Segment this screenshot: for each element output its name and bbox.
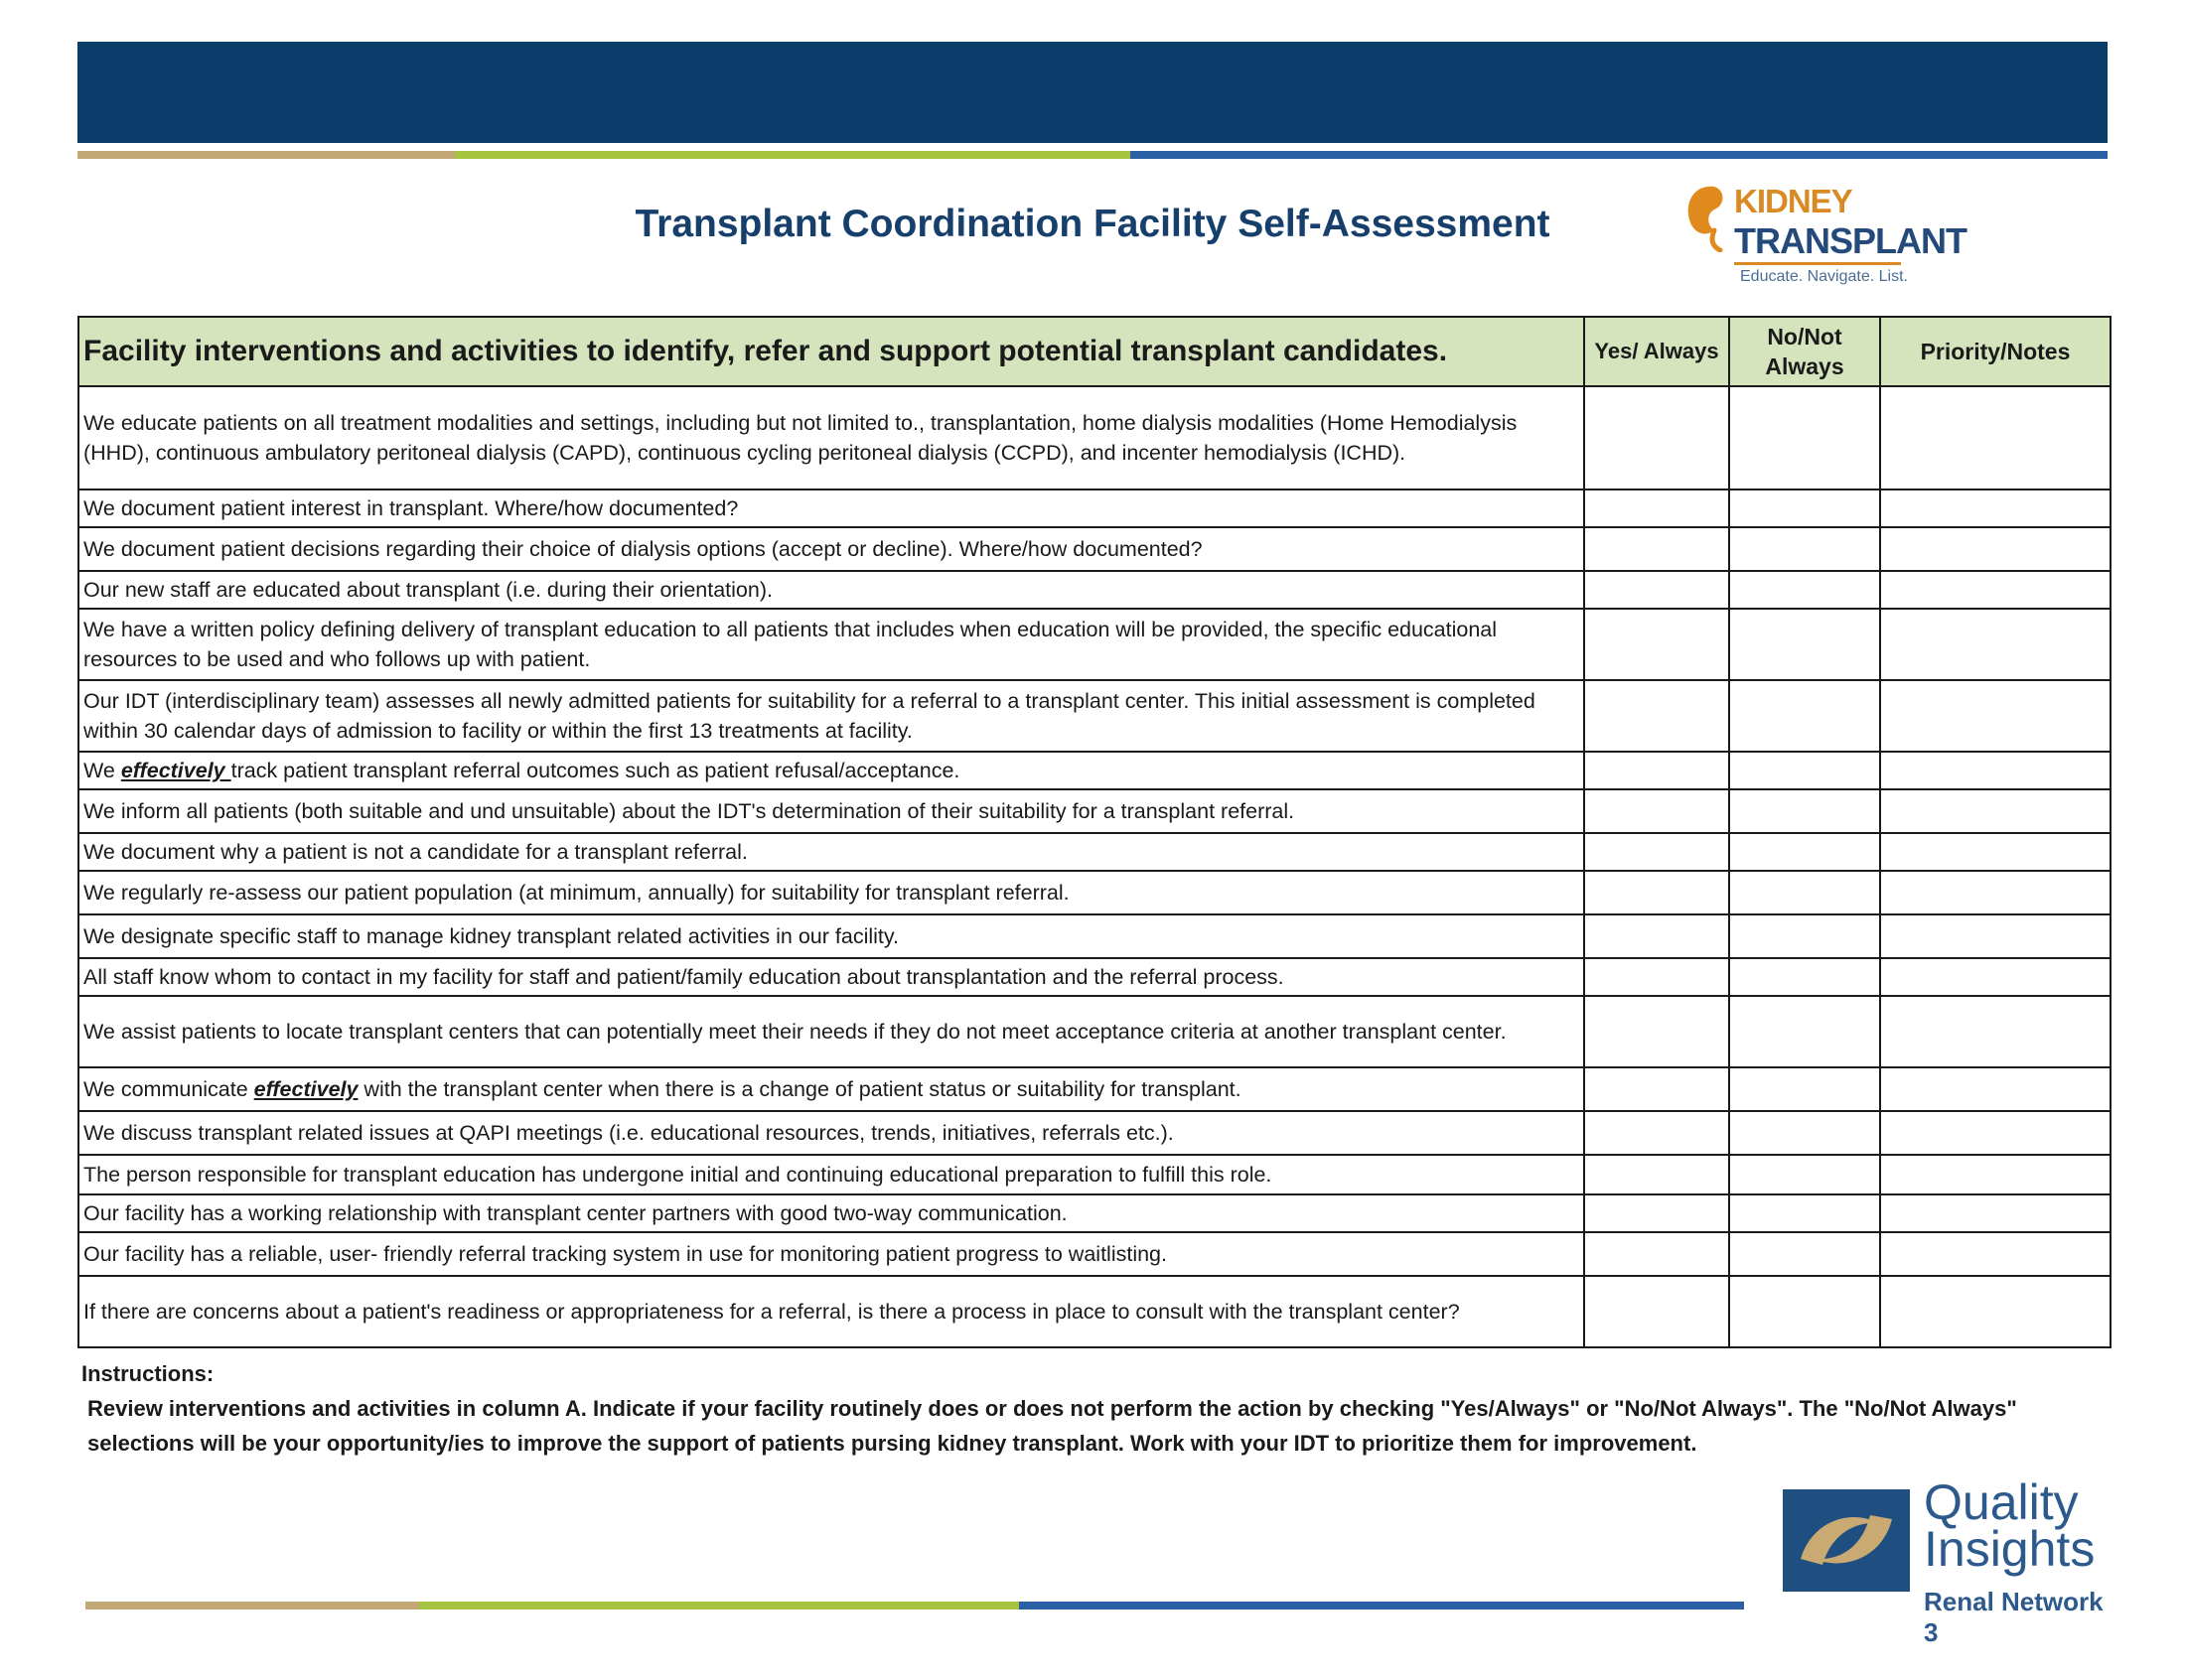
no-not-always-cell[interactable]	[1729, 996, 1880, 1067]
priority-notes-cell[interactable]	[1880, 1155, 2111, 1194]
yes-always-cell[interactable]	[1584, 914, 1729, 958]
top-banner	[77, 42, 2108, 143]
yes-always-cell[interactable]	[1584, 386, 1729, 490]
kidney-transplant-logo	[1684, 183, 1966, 292]
row-text-main: We educate patients on all treatment modalities and settings, including but not limited to., transplantation, home dialysis modalities (Home Hemodialysis (HHD), continuous ambulatory peritoneal dialysis (CAPD), continuous cycling peritoneal dialysis (CCPD), and incenter hemodialysis (ICHD).	[83, 411, 1518, 465]
yes-always-cell[interactable]	[1584, 871, 1729, 914]
yes-always-cell[interactable]	[1584, 996, 1729, 1067]
instructions	[81, 1356, 2108, 1461]
priority-notes-cell[interactable]	[1880, 789, 2111, 833]
priority-notes-cell[interactable]	[1880, 752, 2111, 789]
row-text	[78, 527, 1584, 571]
priority-notes-cell[interactable]	[1880, 680, 2111, 752]
table-row	[78, 958, 2111, 996]
table-row	[78, 386, 2111, 490]
priority-notes-cell[interactable]	[1880, 609, 2111, 680]
row-text-main: If there are concerns about a patient's readiness or appropriateness for a referral, is there a process in place to consult with the transplant center?	[83, 1300, 1460, 1324]
priority-notes-cell[interactable]	[1880, 1232, 2111, 1276]
quality-insights-wordmark	[1924, 1474, 2096, 1577]
header-no-line2: Always	[1765, 353, 1844, 379]
no-not-always-cell[interactable]	[1729, 527, 1880, 571]
no-not-always-cell[interactable]	[1729, 490, 1880, 527]
table-row	[78, 752, 2111, 789]
logo-word-transplant: TRANSPLANT	[1734, 220, 1966, 261]
priority-notes-cell[interactable]	[1880, 527, 2111, 571]
table-row	[78, 1194, 2111, 1232]
row-text-main: Our facility has a working relationship with transplant center partners with good two-way communication.	[83, 1201, 1068, 1225]
row-text-main: We communicate	[83, 1077, 254, 1101]
yes-always-cell[interactable]	[1584, 1067, 1729, 1111]
footer-stripe-blue	[1019, 1602, 1744, 1610]
table-row	[78, 1111, 2111, 1155]
logo-word-kidney: KIDNEY	[1734, 183, 1852, 219]
row-text	[78, 680, 1584, 752]
row-text-emphasis: effectively	[253, 1077, 359, 1101]
no-not-always-cell[interactable]	[1729, 1111, 1880, 1155]
row-text-main: Our new staff are educated about transplant (i.e. during their orientation).	[83, 578, 773, 602]
table-header-row	[78, 317, 2111, 386]
row-text-emphasis: effectively	[120, 759, 231, 782]
instructions-body: Review interventions and activities in column A. Indicate if your facility routinely does or does not perform the action by checking "Yes/Always" or "No/Not Always". The "No/Not Always" selections will be your opportunity/ies to improve the support of patients pursing kidney transplant. Work with your IDT to prioritize them for improvement.	[87, 1396, 2017, 1456]
table-row	[78, 1155, 2111, 1194]
no-not-always-cell[interactable]	[1729, 752, 1880, 789]
yes-always-cell[interactable]	[1584, 1155, 1729, 1194]
table-row	[78, 996, 2111, 1067]
table-row	[78, 609, 2111, 680]
row-text	[78, 386, 1584, 490]
row-text-rest: with the transplant center when there is a change of patient status or suitability for transplant.	[358, 1077, 1241, 1101]
yes-always-cell[interactable]	[1584, 958, 1729, 996]
row-text-main: We document patient decisions regarding their choice of dialysis options (accept or decline). Where/how documented?	[83, 537, 1203, 561]
row-text-main: We have a written policy defining delivery of transplant education to all patients that includes when education will be provided, the specific educational resources to be used and who follows up with patient.	[83, 618, 1498, 671]
yes-always-cell[interactable]	[1584, 752, 1729, 789]
priority-notes-cell[interactable]	[1880, 996, 2111, 1067]
row-text	[78, 1232, 1584, 1276]
row-text-main: All staff know whom to contact in my facility for staff and patient/family education about transplantation and the referral process.	[83, 965, 1284, 989]
row-text-main: We assist patients to locate transplant centers that can potentially meet their needs if they do not meet acceptance criteria at another transplant center.	[83, 1020, 1507, 1044]
row-text-main: Our facility has a reliable, user- friendly referral tracking system in use for monitoring patient progress to waitlisting.	[83, 1242, 1167, 1266]
priority-notes-cell[interactable]	[1880, 1111, 2111, 1155]
qi-line1: Quality	[1924, 1474, 2079, 1530]
logo-underline	[1734, 262, 1901, 265]
row-text	[78, 490, 1584, 527]
yes-always-cell[interactable]	[1584, 527, 1729, 571]
yes-always-cell[interactable]	[1584, 1194, 1729, 1232]
accent-stripe-tan	[77, 151, 455, 159]
row-text	[78, 752, 1584, 789]
row-text	[78, 871, 1584, 914]
yes-always-cell[interactable]	[1584, 1111, 1729, 1155]
row-text-main: We document patient interest in transplant. Where/how documented?	[83, 496, 739, 520]
header-interventions: Facility interventions and activities to identify, refer and support potential transplant candidates.	[78, 317, 1584, 386]
no-not-always-cell[interactable]	[1729, 914, 1880, 958]
no-not-always-cell[interactable]	[1729, 609, 1880, 680]
quality-insights-emblem	[1783, 1489, 1910, 1592]
row-text-main: We discuss transplant related issues at QAPI meetings (i.e. educational resources, trends, initiatives, referrals etc.).	[83, 1121, 1174, 1145]
no-not-always-cell[interactable]	[1729, 1155, 1880, 1194]
row-text	[78, 1111, 1584, 1155]
priority-notes-cell[interactable]	[1880, 1067, 2111, 1111]
table-row	[78, 527, 2111, 571]
header-no-not-always	[1729, 317, 1880, 386]
header-priority-notes: Priority/Notes	[1880, 317, 2111, 386]
no-not-always-cell[interactable]	[1729, 1232, 1880, 1276]
table-row	[78, 490, 2111, 527]
priority-notes-cell[interactable]	[1880, 833, 2111, 871]
assessment-table	[77, 316, 2112, 1348]
row-text	[78, 914, 1584, 958]
priority-notes-cell[interactable]	[1880, 571, 2111, 609]
row-text	[78, 958, 1584, 996]
kidney-icon	[1684, 183, 1730, 252]
yes-always-cell[interactable]	[1584, 571, 1729, 609]
footer-stripe-green	[419, 1602, 1019, 1610]
logo-tagline: Educate. Navigate. List.	[1740, 268, 1908, 285]
row-text-main: We inform all patients (both suitable and und unsuitable) about the IDT's determination of their suitability for a transplant referral.	[83, 799, 1295, 823]
row-text	[78, 609, 1584, 680]
row-text-main: We designate specific staff to manage kidney transplant related activities in our facility.	[83, 924, 900, 948]
no-not-always-cell[interactable]	[1729, 386, 1880, 490]
row-text-main: Our IDT (interdisciplinary team) assesses all newly admitted patients for suitability for a referral to a transplant center. This initial assessment is completed within 30 calendar days of admission to facility or within the first 13 treatments at facility.	[83, 689, 1535, 743]
row-text	[78, 1194, 1584, 1232]
yes-always-cell[interactable]	[1584, 609, 1729, 680]
table-row	[78, 1276, 2111, 1347]
no-not-always-cell[interactable]	[1729, 571, 1880, 609]
row-text	[78, 1155, 1584, 1194]
row-text-rest: track patient transplant referral outcomes such as patient refusal/acceptance.	[230, 759, 960, 782]
priority-notes-cell[interactable]	[1880, 1276, 2111, 1347]
header-no-line1: No/Not	[1767, 324, 1842, 350]
row-text	[78, 996, 1584, 1067]
table-row	[78, 789, 2111, 833]
no-not-always-cell[interactable]	[1729, 958, 1880, 996]
no-not-always-cell[interactable]	[1729, 1067, 1880, 1111]
table-row	[78, 1232, 2111, 1276]
row-text	[78, 571, 1584, 609]
priority-notes-cell[interactable]	[1880, 871, 2111, 914]
priority-notes-cell[interactable]	[1880, 1194, 2111, 1232]
instructions-heading: Instructions:	[81, 1361, 215, 1386]
row-text-main: We	[83, 759, 121, 782]
table-row	[78, 833, 2111, 871]
quality-insights-logo	[1783, 1474, 2120, 1647]
row-text	[78, 1276, 1584, 1347]
no-not-always-cell[interactable]	[1729, 789, 1880, 833]
no-not-always-cell[interactable]	[1729, 680, 1880, 752]
yes-always-cell[interactable]	[1584, 833, 1729, 871]
row-text-main: We regularly re-assess our patient population (at minimum, annually) for suitability for transplant referral.	[83, 881, 1070, 905]
yes-always-cell[interactable]	[1584, 1276, 1729, 1347]
yes-always-cell[interactable]	[1584, 789, 1729, 833]
accent-stripe-green	[455, 151, 1130, 159]
yes-always-cell[interactable]	[1584, 490, 1729, 527]
no-not-always-cell[interactable]	[1729, 833, 1880, 871]
row-text-main: We document why a patient is not a candidate for a transplant referral.	[83, 840, 748, 864]
table-row	[78, 571, 2111, 609]
row-text-main: The person responsible for transplant education has undergone initial and continuing educational preparation to fulfill this role.	[83, 1163, 1272, 1187]
table-row	[78, 871, 2111, 914]
no-not-always-cell[interactable]	[1729, 1194, 1880, 1232]
priority-notes-cell[interactable]	[1880, 386, 2111, 490]
no-not-always-cell[interactable]	[1729, 871, 1880, 914]
row-text	[78, 789, 1584, 833]
row-text	[78, 833, 1584, 871]
priority-notes-cell[interactable]	[1880, 958, 2111, 996]
priority-notes-cell[interactable]	[1880, 490, 2111, 527]
qi-line2: Insights	[1924, 1521, 2096, 1577]
priority-notes-cell[interactable]	[1880, 914, 2111, 958]
table-row	[78, 914, 2111, 958]
table-row	[78, 1067, 2111, 1111]
table-row	[78, 680, 2111, 752]
header-yes-always: Yes/ Always	[1584, 317, 1729, 386]
page-title: Transplant Coordination Facility Self-Assessment	[635, 203, 1550, 245]
yes-always-cell[interactable]	[1584, 680, 1729, 752]
no-not-always-cell[interactable]	[1729, 1276, 1880, 1347]
footer-stripe-tan	[85, 1602, 419, 1610]
qi-subtitle: Renal Network 3	[1924, 1587, 2104, 1647]
row-text	[78, 1067, 1584, 1111]
accent-stripe-blue	[1130, 151, 2108, 159]
yes-always-cell[interactable]	[1584, 1232, 1729, 1276]
